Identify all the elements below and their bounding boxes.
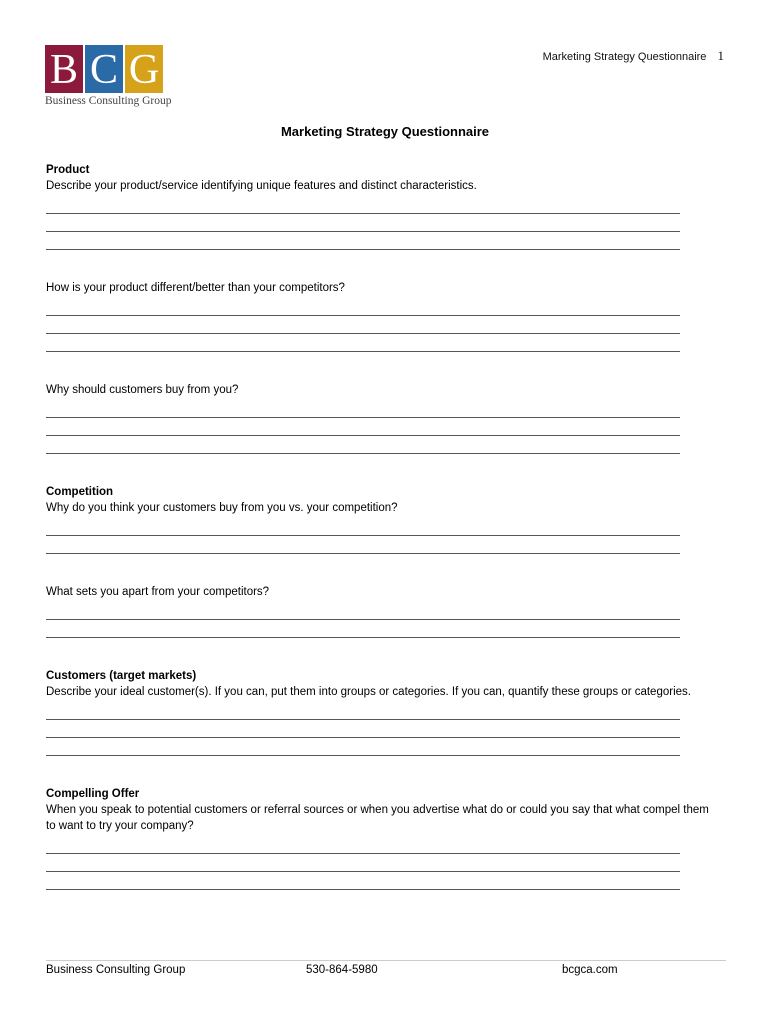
question-text: Describe your product/service identifying unique features and distinct characteristics.	[46, 180, 477, 192]
question-text: Why do you think your customers buy from you vs. your competition?	[46, 502, 398, 514]
answer-line[interactable]	[46, 737, 680, 738]
answer-lines	[46, 194, 716, 250]
section-product	[46, 162, 716, 454]
company-logo	[45, 45, 172, 115]
answer-line[interactable]	[46, 889, 680, 890]
question-text: How is your product different/better than your competitors?	[46, 282, 345, 294]
section-customers	[46, 668, 716, 756]
header-doc-title: Marketing Strategy Questionnaire	[542, 51, 707, 63]
logo-letter-g: G	[125, 45, 163, 93]
answer-line[interactable]	[46, 619, 680, 620]
page-header	[543, 48, 724, 64]
answer-line[interactable]	[46, 719, 680, 720]
logo-letter-b: B	[45, 45, 83, 93]
question-text: Describe your ideal customer(s). If you can, put them into groups or categories. If you can, quantify these groups or categories.	[46, 686, 691, 698]
section-heading: Product	[46, 164, 90, 176]
answer-line[interactable]	[46, 333, 680, 334]
answer-lines	[46, 834, 716, 890]
page-number: 1	[717, 48, 724, 63]
answer-line[interactable]	[46, 315, 680, 316]
section-heading: Customers (target markets)	[46, 670, 197, 682]
footer-phone: 530-864-5980	[306, 964, 378, 976]
answer-line[interactable]	[46, 417, 680, 418]
answer-lines	[46, 296, 716, 352]
question-text: When you speak to potential customers or referral sources or when you advertise what do or could you say that what compel them to want to try your company?	[46, 804, 709, 832]
question-text: What sets you apart from your competitors?	[46, 586, 270, 598]
answer-line[interactable]	[46, 535, 680, 536]
answer-line[interactable]	[46, 871, 680, 872]
footer-website[interactable]: bcgca.com	[562, 964, 618, 976]
answer-lines	[46, 700, 716, 756]
section-heading: Compelling Offer	[46, 788, 140, 800]
answer-line[interactable]	[46, 213, 680, 214]
page-footer	[46, 960, 726, 991]
answer-lines	[46, 600, 716, 638]
answer-lines	[46, 398, 716, 454]
question-text: Why should customers buy from you?	[46, 384, 239, 396]
answer-line[interactable]	[46, 231, 680, 232]
logo-letters	[45, 45, 165, 93]
answer-lines	[46, 516, 716, 554]
footer-company: Business Consulting Group	[46, 964, 186, 976]
section-competition	[46, 484, 716, 638]
answer-line[interactable]	[46, 435, 680, 436]
section-compelling-offer	[46, 786, 716, 890]
page-title: Marketing Strategy Questionnaire	[280, 124, 490, 139]
section-heading: Competition	[46, 486, 114, 498]
logo-subtitle: Business Consulting Group	[45, 95, 172, 107]
questionnaire-body	[46, 162, 716, 890]
answer-line[interactable]	[46, 853, 680, 854]
logo-letter-c: C	[85, 45, 123, 93]
